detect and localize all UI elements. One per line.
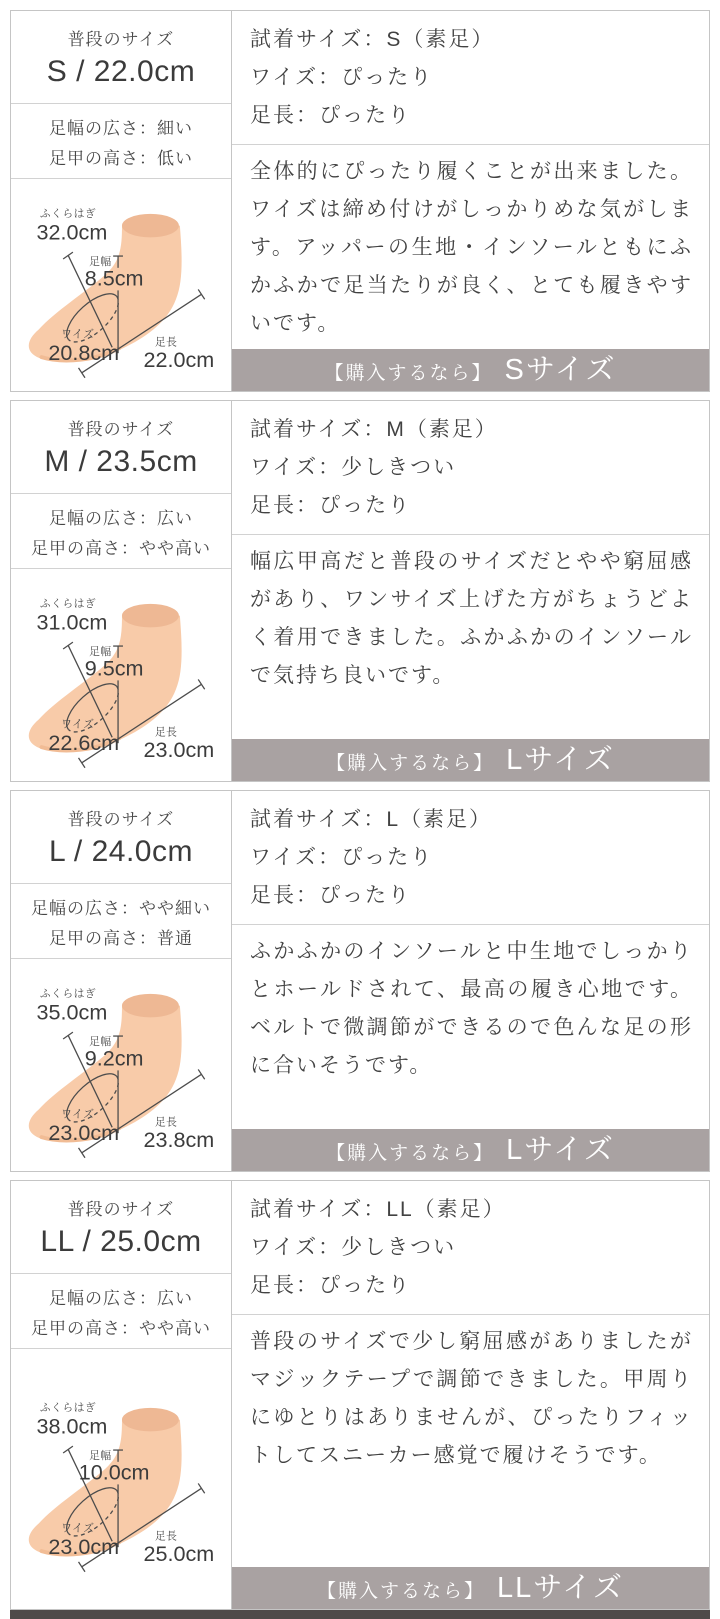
banner-size: Lサイズ <box>506 1134 615 1166</box>
usual-size-label: 普段のサイズ <box>67 420 175 439</box>
usual-size-value: M / 23.5cm <box>44 445 198 478</box>
wise-fit-line: ワイズ：少しきつい <box>250 456 457 479</box>
length-fit-line: 足長：ぴったり <box>250 884 411 907</box>
usual-size-value: S / 22.0cm <box>46 55 196 88</box>
purchase-banner <box>232 349 709 391</box>
size-review-card-s <box>10 10 710 392</box>
purchase-banner <box>232 1567 709 1609</box>
foot-illustration <box>17 574 225 776</box>
wise-fit-line: ワイズ：ぴったり <box>250 846 434 869</box>
right-panel <box>232 11 709 391</box>
tryon-size-line: 試着サイズ：LL（素足） <box>250 1198 506 1221</box>
fit-info <box>232 791 709 925</box>
calf-label: ふくらはぎ <box>39 207 97 220</box>
left-panel <box>11 1181 232 1609</box>
length-value: 23.8cm <box>143 1126 215 1152</box>
banner-prefix: 【購入するなら】 <box>326 753 495 774</box>
right-panel <box>232 1181 709 1609</box>
foot-width-info: 足幅の広さ：広い <box>49 508 193 528</box>
left-panel <box>11 791 232 1171</box>
foot-shape-info <box>11 104 231 179</box>
wise-label: ワイズ <box>61 718 95 731</box>
usual-size-header <box>11 401 231 494</box>
banner-prefix: 【購入するなら】 <box>317 1581 486 1602</box>
fit-info <box>232 1181 709 1315</box>
foot-shape-info <box>11 1274 231 1349</box>
length-label: 足長 <box>154 726 178 739</box>
length-value: 25.0cm <box>143 1540 215 1566</box>
usual-size-header <box>11 11 231 104</box>
length-label: 足長 <box>154 1530 178 1543</box>
footwidth-label: 足幅 <box>89 645 112 658</box>
length-fit-line: 足長：ぴったり <box>250 104 411 127</box>
footwidth-value: 10.0cm <box>78 1459 150 1485</box>
length-label: 足長 <box>154 336 178 349</box>
right-panel <box>232 791 709 1171</box>
ankle-opening-ellipse <box>122 604 179 628</box>
foot-illustration-area <box>11 959 231 1171</box>
wise-label: ワイズ <box>61 1522 95 1535</box>
review-text: 普段のサイズで少し窮屈感がありましたがマジックテープで調節できました。甲周りにゆとりはありませんが、ぴったりフィットしてスニーカー感覚で履けそうです。 <box>250 1330 693 1467</box>
right-panel <box>232 401 709 781</box>
banner-size: Lサイズ <box>506 744 615 776</box>
size-review-card-m <box>10 400 710 782</box>
length-value: 22.0cm <box>143 346 215 372</box>
ankle-opening-ellipse <box>122 994 179 1018</box>
foot-illustration <box>17 964 225 1166</box>
calf-label: ふくらはぎ <box>39 1401 97 1414</box>
usual-size-header <box>11 791 231 884</box>
length-fit-line: 足長：ぴったり <box>250 494 411 517</box>
foot-illustration <box>17 184 225 386</box>
calf-label: ふくらはぎ <box>39 597 97 610</box>
left-panel <box>11 401 232 781</box>
wise-value: 20.8cm <box>48 340 120 366</box>
length-value: 23.0cm <box>143 736 215 762</box>
purchase-banner <box>232 1129 709 1171</box>
wise-label: ワイズ <box>61 1108 95 1121</box>
usual-size-value: L / 24.0cm <box>49 835 193 868</box>
wise-fit-line: ワイズ：ぴったり <box>250 66 434 89</box>
tryon-size-line: 試着サイズ：L（素足） <box>250 808 492 831</box>
footwidth-label: 足幅 <box>89 255 112 268</box>
foot-illustration-area <box>11 1349 231 1609</box>
calf-value: 38.0cm <box>36 1413 108 1439</box>
ankle-opening-ellipse <box>122 214 179 238</box>
fit-info <box>232 11 709 145</box>
calf-value: 32.0cm <box>36 219 108 245</box>
usual-size-header <box>11 1181 231 1274</box>
footwidth-value: 9.2cm <box>84 1045 144 1071</box>
banner-size: LLサイズ <box>497 1572 624 1604</box>
tryon-size-line: 試着サイズ：S（素足） <box>250 28 495 51</box>
left-panel <box>11 11 232 391</box>
wise-value: 23.0cm <box>48 1534 120 1560</box>
usual-size-label: 普段のサイズ <box>67 810 175 829</box>
instep-height-info: 足甲の高さ：やや高い <box>31 1318 211 1338</box>
calf-value: 31.0cm <box>36 609 108 635</box>
foot-shape-info <box>11 494 231 569</box>
foot-shape-info <box>11 884 231 959</box>
review-text: 全体的にぴったり履くことが出来ました。ワイズは締め付けがしっかりめな気がします。アッパーの生地・インソールともにふかふかで足当たりが良く、とても履きやすいです。 <box>250 160 693 335</box>
foot-illustration <box>17 1378 225 1580</box>
length-fit-line: 足長：ぴったり <box>250 1274 411 1297</box>
footwidth-value: 9.5cm <box>84 655 144 681</box>
usual-size-label: 普段のサイズ <box>67 1200 175 1219</box>
size-review-card-ll <box>10 1180 710 1610</box>
next-section-edge <box>10 1610 710 1619</box>
foot-illustration-area <box>11 179 231 391</box>
wise-value: 23.0cm <box>48 1120 120 1146</box>
wise-label: ワイズ <box>61 328 95 341</box>
usual-size-label: 普段のサイズ <box>67 30 175 49</box>
size-review-card-l <box>10 790 710 1172</box>
review-text: 幅広甲高だと普段のサイズだとやや窮屈感があり、ワンサイズ上げた方がちょうどよく着用できました。ふかふかのインソールで気持ち良いです。 <box>250 550 693 687</box>
instep-height-info: 足甲の高さ：低い <box>49 148 193 168</box>
purchase-banner <box>232 739 709 781</box>
tryon-size-line: 試着サイズ：M（素足） <box>250 418 498 441</box>
foot-illustration-area <box>11 569 231 781</box>
calf-label: ふくらはぎ <box>39 987 97 1000</box>
length-label: 足長 <box>154 1116 178 1129</box>
banner-prefix: 【購入するなら】 <box>324 363 493 384</box>
footwidth-label: 足幅 <box>89 1449 112 1462</box>
foot-width-info: 足幅の広さ：広い <box>49 1288 193 1308</box>
fit-info <box>232 401 709 535</box>
banner-size: Sサイズ <box>504 354 617 386</box>
ankle-opening-ellipse <box>122 1408 179 1432</box>
wise-fit-line: ワイズ：少しきつい <box>250 1236 457 1259</box>
foot-width-info: 足幅の広さ：細い <box>49 118 193 138</box>
footwidth-value: 8.5cm <box>84 265 144 291</box>
instep-height-info: 足甲の高さ：普通 <box>49 928 193 948</box>
usual-size-value: LL / 25.0cm <box>40 1225 202 1258</box>
review-text: ふかふかのインソールと中生地でしっかりとホールドされて、最高の履き心地です。ベルトで微調節ができるので色んな足の形に合いそうです。 <box>250 940 693 1077</box>
foot-width-info: 足幅の広さ：やや細い <box>31 898 211 918</box>
footwidth-label: 足幅 <box>89 1035 112 1048</box>
calf-value: 35.0cm <box>36 999 108 1025</box>
wise-value: 22.6cm <box>48 730 120 756</box>
instep-height-info: 足甲の高さ：やや高い <box>31 538 211 558</box>
banner-prefix: 【購入するなら】 <box>326 1143 495 1164</box>
